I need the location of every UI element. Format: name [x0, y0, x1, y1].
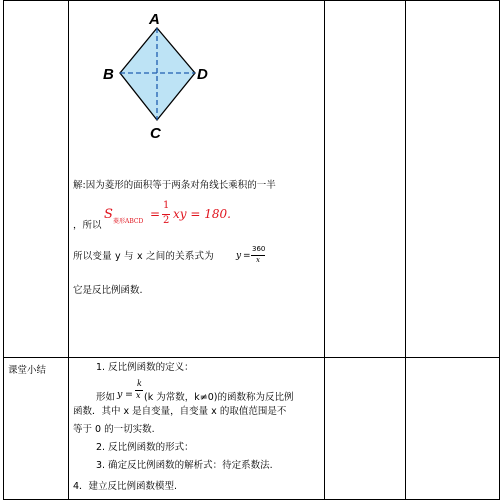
relation-equals: =	[243, 251, 251, 261]
summary-definition-line-3: 等于 0 的一切实数.	[73, 424, 155, 435]
formula-subscript: 菱形ABCD	[113, 218, 144, 225]
formula-equals: =	[150, 207, 161, 221]
solution-line-2: ，所以	[73, 220, 102, 231]
definition-constant: (k 为常数，k≠0)的函数称为反比例	[144, 392, 294, 403]
summary-item-3: 3. 确定反比例函数的解析式：待定系数法.	[96, 460, 273, 471]
row1-cell-3	[325, 1, 406, 358]
definition-y: y	[117, 389, 123, 400]
row1-cell-4	[406, 1, 500, 358]
area-formula	[104, 200, 234, 230]
vertex-label-c: C	[150, 125, 161, 142]
summary-label-cell	[4, 358, 69, 500]
relation-frac-num: 360	[252, 245, 266, 253]
solution-row	[4, 1, 500, 358]
formula-frac-num: 1	[163, 200, 170, 211]
solution-line-1: 解:因为菱形的面积等于两条对角线长乘积的一半	[73, 180, 276, 191]
vertex-label-a: A	[149, 11, 160, 28]
summary-label: 课堂小结	[8, 365, 47, 376]
row2-cell-3	[325, 358, 406, 500]
solution-line-4: 它是反比例函数.	[73, 285, 143, 296]
definition-equals: =	[125, 389, 133, 400]
vertex-label-b: B	[103, 66, 114, 83]
summary-definition-line-2: 函数．其中 x 是自变量，自变量 x 的取值范围是不	[73, 406, 287, 417]
relation-frac-den: x	[256, 256, 260, 264]
formula-s: S	[104, 207, 113, 222]
solution-line-3: 所以变量 y 与 x 之间的关系式为	[73, 251, 214, 262]
formula-frac-den: 2	[163, 215, 170, 226]
relation-y: y	[236, 251, 242, 261]
vertex-label-d: D	[197, 66, 208, 83]
relation-formula	[236, 245, 276, 271]
summary-item-1: 1. 反比例函数的定义：	[96, 362, 194, 373]
row2-cell-4	[406, 358, 500, 500]
summary-item-2: 2. 反比例函数的形式：	[96, 442, 194, 453]
rhombus-diagram	[100, 6, 230, 144]
definition-frac-den: x	[136, 391, 141, 400]
definition-prefix: 形如	[96, 392, 116, 403]
rhombus-shape	[120, 28, 195, 120]
row1-label-cell	[4, 1, 69, 358]
definition-frac-num: k	[137, 379, 142, 388]
summary-item-4: 4．建立反比例函数模型.	[73, 481, 178, 492]
summary-definition-line	[96, 380, 322, 404]
formula-rest: xy = 180.	[173, 207, 231, 221]
